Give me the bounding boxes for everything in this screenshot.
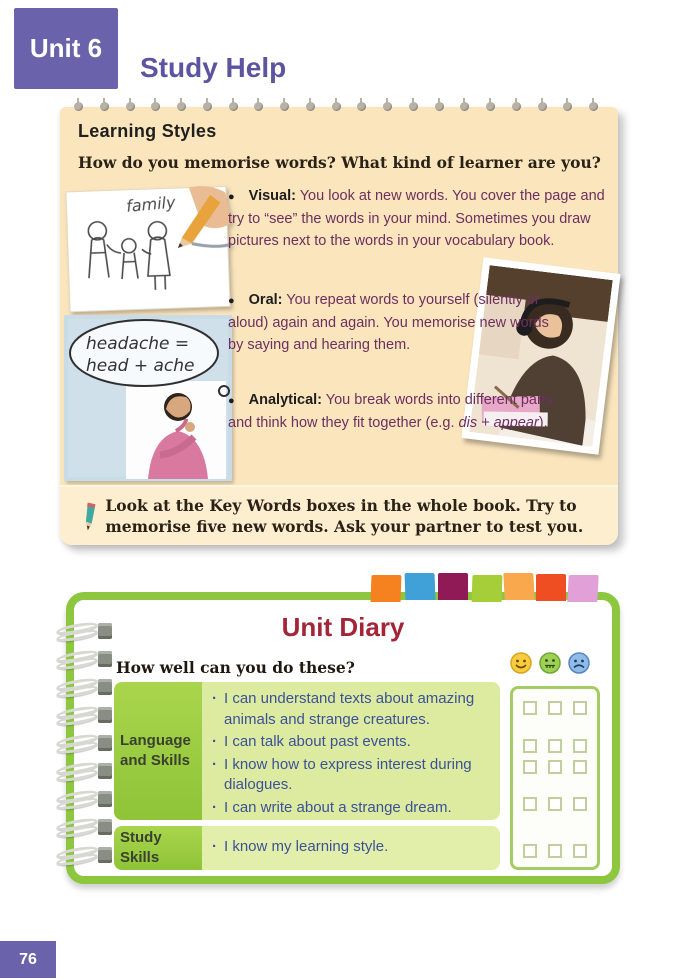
checkbox[interactable] <box>523 844 537 858</box>
ring-dot <box>177 102 186 111</box>
notepad-binding-dots <box>74 102 598 111</box>
ring-dot <box>460 102 469 111</box>
diary-item-text: · I can write about a strange dream. <box>224 798 452 816</box>
spiral-coil <box>56 646 114 673</box>
page-number: 76 <box>19 950 37 968</box>
checkbox-row <box>513 760 597 774</box>
row-label: Study Skills <box>114 826 202 870</box>
ring-dot <box>332 102 341 111</box>
pencil-icon <box>84 500 97 532</box>
ring-dot <box>512 102 521 111</box>
checkbox[interactable] <box>548 760 562 774</box>
checkbox[interactable] <box>573 844 587 858</box>
diary-item-text: · I know my learning style. <box>224 838 389 856</box>
color-tab <box>405 573 436 600</box>
row-items <box>202 826 500 870</box>
task-strip <box>60 485 618 545</box>
ring-dot <box>357 102 366 111</box>
ring-dot <box>74 102 83 111</box>
diary-item <box>212 755 494 796</box>
checkbox[interactable] <box>548 844 562 858</box>
color-tab <box>371 575 402 602</box>
ring-dot <box>589 102 598 111</box>
diary-item <box>212 689 494 730</box>
checkbox[interactable] <box>523 701 537 715</box>
checkbox[interactable] <box>573 739 587 753</box>
color-tab <box>438 573 468 600</box>
intro-question: How do you memorise words? What kind of learner are you? <box>78 153 601 172</box>
ring-dot <box>151 102 160 111</box>
ring-dot <box>409 102 418 111</box>
ring-dot <box>383 102 392 111</box>
checkbox-row <box>513 797 597 811</box>
spiral-coil <box>56 702 114 729</box>
spiral-binding <box>56 618 114 869</box>
checkbox[interactable] <box>523 760 537 774</box>
bullet-visual-text: You look at new words. You cover the page and try to “see” the words in your mind. Sometimes you draw pictures next to the words in your vocabulary book. <box>228 188 605 249</box>
bullet-oral <box>228 289 550 356</box>
ring-dot <box>306 102 315 111</box>
bullet-oral-text: You repeat words to yourself (silently or aloud) again and again. You memorise new words by saying and hearing them. <box>228 292 549 353</box>
bullet-analytical-example: dis + appear <box>458 415 539 431</box>
page-number-badge <box>0 941 56 978</box>
checkbox-row <box>513 739 597 753</box>
headache-bubble-line1: headache = <box>86 334 190 354</box>
checkbox[interactable] <box>548 739 562 753</box>
headache-illustration <box>64 315 232 481</box>
page-title: Study Help <box>140 52 287 83</box>
spiral-coil <box>56 814 114 841</box>
row-label: Language and Skills <box>114 682 202 820</box>
ring-dot <box>100 102 109 111</box>
self-assessment-checkbox-panel <box>510 686 600 870</box>
diary-item-text: · I can understand texts about amazing animals and strange creatures. <box>224 690 475 728</box>
bullet-analytical-text-end: ). <box>538 415 548 431</box>
ring-dot <box>486 102 495 111</box>
section-heading: Learning Styles <box>78 121 217 141</box>
color-tab <box>503 573 534 600</box>
checkbox[interactable] <box>523 797 537 811</box>
spiral-coil <box>56 674 114 701</box>
diary-row-study-skills <box>114 826 500 870</box>
color-tab <box>536 574 566 601</box>
spiral-coil <box>56 758 114 785</box>
unit-badge <box>14 8 118 89</box>
diary-row-language-skills <box>114 682 500 820</box>
ring-dot <box>435 102 444 111</box>
family-caption: family <box>125 192 177 216</box>
checkbox[interactable] <box>548 797 562 811</box>
bullet-analytical <box>228 389 558 434</box>
diary-item-text: · I know how to express interest during dialogues. <box>224 755 472 793</box>
ring-dot <box>254 102 263 111</box>
ring-dot <box>229 102 238 111</box>
family-sketch-photo <box>64 180 239 318</box>
diary-item-text: · I can talk about past events. <box>224 733 411 750</box>
smiley-neutral-icon <box>539 652 561 674</box>
bullet-visual <box>228 185 616 252</box>
family-sketch-illustration <box>64 180 239 318</box>
bullet-visual-label: Visual: <box>248 188 296 204</box>
checkbox[interactable] <box>573 760 587 774</box>
bullet-analytical-label: Analytical: <box>248 392 322 408</box>
ring-dot <box>538 102 547 111</box>
learning-styles-notepad <box>60 107 618 545</box>
checkbox[interactable] <box>523 739 537 753</box>
smiley-happy-icon <box>510 652 532 674</box>
diary-item <box>212 837 388 858</box>
diary-item <box>212 732 494 753</box>
smiley-sad-icon <box>568 652 590 674</box>
smiley-rating-legend <box>510 652 590 674</box>
ring-dot <box>203 102 212 111</box>
diary-question: How well can you do these? <box>116 658 355 677</box>
diary-title: Unit Diary <box>281 612 405 642</box>
ring-dot <box>126 102 135 111</box>
ring-dot <box>563 102 572 111</box>
headache-thought-photo <box>64 315 232 481</box>
spiral-coil <box>56 842 114 869</box>
headache-bubble-line2: head + ache <box>86 356 195 376</box>
spiral-coil <box>56 730 114 757</box>
bullet-oral-label: Oral: <box>248 292 283 308</box>
spiral-coil <box>56 786 114 813</box>
diary-item <box>212 798 494 819</box>
checkbox-row <box>513 701 597 715</box>
checkbox[interactable] <box>573 797 587 811</box>
color-tab <box>472 575 503 602</box>
task-text: Look at the Key Words boxes in the whole book. Try to memorise five new words. Ask your partner to test you. <box>105 496 584 536</box>
color-tab <box>567 575 598 602</box>
unit-label: Unit 6 <box>29 33 103 63</box>
bullet-analytical-text: You break words into different parts and think how they fit together (e.g. <box>228 392 554 431</box>
unit-diary-card <box>66 592 620 884</box>
ring-dot <box>280 102 289 111</box>
checkbox[interactable] <box>548 701 562 715</box>
checkbox-row <box>513 844 597 858</box>
row-items <box>202 682 500 820</box>
checkbox[interactable] <box>573 701 587 715</box>
